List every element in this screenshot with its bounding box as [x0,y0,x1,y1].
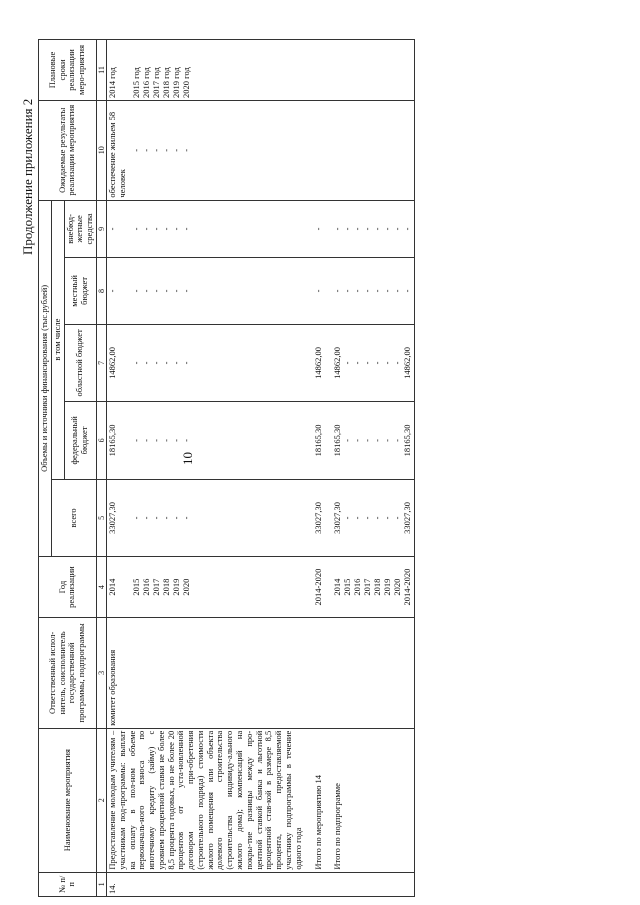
year-cell: 2018 [161,578,172,596]
year-cell: 2017 [362,578,373,596]
col-number: 8 [96,258,106,324]
value-cell: - [382,289,393,293]
value-cell: - [372,438,383,442]
value-cell: - [171,438,182,442]
term-cell: 2020 год [181,67,192,98]
value-cell: - [151,438,162,442]
table-row [325,40,415,897]
value-cell: - [151,516,162,520]
value-cell: - [140,148,151,152]
year-cell: 2014-2020 [402,568,413,606]
value-cell: - [130,148,141,152]
expected-result: обеспечение жильем 58 человек [107,111,127,198]
value-cell: 18165,30 [332,424,343,457]
term-cell: 2017 год [151,67,162,98]
col-number: 3 [96,618,106,729]
regional-list [325,324,415,402]
col-number: 11 [96,40,106,101]
term-cell: 2014 год [107,67,118,98]
value-cell: - [161,516,172,520]
value-cell: - [107,227,118,231]
continuation-title: Продолжение приложения 2 [20,98,35,255]
value-cell: - [362,227,373,231]
value-cell: - [171,361,182,365]
value-cell: - [402,227,413,231]
value-cell: - [131,289,142,293]
header-local: местный бюджет [64,258,96,324]
extra-list [325,200,415,258]
header-extra: внебюд-жетные средства [64,200,96,258]
term-cell: 2019 год [171,67,182,98]
value-cell: 33027,30 [402,501,413,534]
local-list [107,258,305,324]
value-cell: - [171,227,182,231]
value-cell: - [392,516,403,520]
value-cell: 33027,30 [107,501,118,534]
col-number: 2 [96,728,106,872]
value-cell: - [151,361,162,365]
value-cell: - [170,148,181,152]
value-cell: - [382,438,393,442]
regional-list [107,324,305,402]
local-list [325,258,415,324]
header-regional: областной бюджет [64,324,96,402]
federal-list [325,402,415,480]
col-number: 1 [96,872,106,896]
value-cell: - [392,438,403,442]
year-cell: 2016 [352,578,363,596]
value-cell: - [342,227,353,231]
year-cell: 2019 [382,578,393,596]
activity-name: Предоставление молодым учителям – участникам под-программы: выплат на оплату в пол-ном объеме первоначаль-ного взноса по ипотечному кредиту (займу) с уровнем процентной ставки не более 8,5 процента годовых, но не более 20 процентов от уста-новленной договором при-обретения (строительного подряда) стоимости жилого помещения или объекта долевого строительства (строительства индивиду-ального жилого дома); компенсаций на покры-тие разницы между про-центной ставкой банка и льготной процентной став-кой в размере 8,5 процента, предоставляемой участнику подпрограммы в течение одного года [107,728,305,872]
total-list [325,479,415,557]
value-cell: - [332,289,343,293]
header-executor: Ответственный испол-нитель, соисполнитель государственной программы, подпрограммы [39,618,97,729]
table-row [107,40,305,897]
value-cell: - [171,289,182,293]
value-cell: - [372,289,383,293]
year-list [107,557,305,618]
value-cell: - [392,361,403,365]
value-cell: - [342,361,353,365]
value-cell: - [150,148,161,152]
value-cell: - [352,289,363,293]
value-cell: - [161,227,172,231]
value-cell: - [141,289,152,293]
value-cell: - [362,289,373,293]
value-cell: - [141,516,152,520]
federal-list [107,402,305,480]
col-number: 6 [96,402,106,480]
expected-list [107,100,305,200]
header-year: Год реализации [39,557,97,618]
value-cell: - [362,438,373,442]
value-cell: - [131,516,142,520]
term-cell: 2016 год [141,67,152,98]
value-cell: - [362,516,373,520]
value-cell: - [151,227,162,231]
value-cell: - [362,361,373,365]
year-cell: 2017 [151,578,162,596]
value-cell: - [141,438,152,442]
row-number: 14. [107,872,305,896]
value-cell: - [382,516,393,520]
year-cell: 2019 [171,578,182,596]
value-cell: - [402,289,413,293]
year-cell: 2020 [181,578,192,596]
year-cell: 2018 [372,578,383,596]
term-cell: 2015 год [131,67,142,98]
subprogram-label: Итого по подпрограмме [325,728,415,872]
year-list [325,557,415,618]
value-cell: - [382,361,393,365]
col-number: 10 [96,100,106,200]
value-cell: - [352,361,363,365]
value-cell: - [372,361,383,365]
value-cell: - [352,516,363,520]
term-cell: 2018 год [161,67,172,98]
page-number: 10 [180,452,195,465]
value-cell: - [171,516,182,520]
value-cell: 14862,00 [107,346,118,379]
value-cell: - [141,361,152,365]
year-cell: 2015 [342,578,353,596]
value-cell: - [161,438,172,442]
value-cell: - [342,438,353,442]
value-cell: - [181,361,192,365]
value-cell: - [332,227,343,231]
col-number: 9 [96,200,106,258]
col-number: 5 [96,479,106,557]
value-cell: - [352,227,363,231]
year-cell: 2014 [107,578,118,596]
value-cell: 14862,00 [304,324,325,402]
value-cell: - [372,516,383,520]
value-cell: - [181,289,192,293]
value-cell: - [131,438,142,442]
value-cell: - [181,438,192,442]
value-cell: - [392,289,403,293]
value-cell: - [161,361,172,365]
header-name: Наименование мероприятия [39,728,97,872]
value-cell: - [372,227,383,231]
value-cell: 14862,00 [332,346,343,379]
value-cell: - [352,438,363,442]
value-cell: - [107,289,118,293]
header-expected: Ожидаемые результаты реализации мероприятия [39,100,97,200]
value-cell: 33027,30 [304,479,325,557]
value-cell: - [342,516,353,520]
value-cell: - [392,227,403,231]
value-cell: 18165,30 [304,402,325,480]
value-cell: - [180,148,191,152]
value-cell: - [161,289,172,293]
value-cell: 18165,30 [107,424,118,457]
value-cell: 18165,30 [402,424,413,457]
value-cell: 33027,30 [332,501,343,534]
program-table [38,39,415,897]
value-cell: 14862,00 [402,346,413,379]
executor: комитет образования [107,618,305,729]
year-cell: 2016 [141,578,152,596]
value-cell: - [304,200,325,258]
value-cell: - [131,227,142,231]
value-cell: - [304,258,325,324]
header-terms: Плановые сроки реализации меро-приятия [39,40,97,101]
value-cell: - [141,227,152,231]
year-cell: 2014-2020 [304,557,325,618]
header-funding: Объемы и источники финансирования (тыс.рублей) [39,200,52,557]
table-row [304,40,325,897]
header-total: всего [51,479,96,557]
year-cell: 2014 [332,578,343,596]
value-cell: - [160,148,171,152]
col-number: 4 [96,557,106,618]
terms-list [107,40,305,101]
value-cell: - [342,289,353,293]
header-num: № п/п [39,872,97,896]
value-cell: - [131,361,142,365]
extra-list [107,200,305,258]
year-cell: 2020 [392,578,403,596]
total14-label: Итого по мероприятию 14 [304,728,325,872]
header-federal: федеральный бюджет [64,402,96,480]
value-cell: - [181,227,192,231]
value-cell: - [151,289,162,293]
year-cell: 2015 [131,578,142,596]
total-list [107,479,305,557]
col-number: 7 [96,324,106,402]
value-cell: - [382,227,393,231]
value-cell: - [181,516,192,520]
header-including: в том числе [51,200,64,479]
